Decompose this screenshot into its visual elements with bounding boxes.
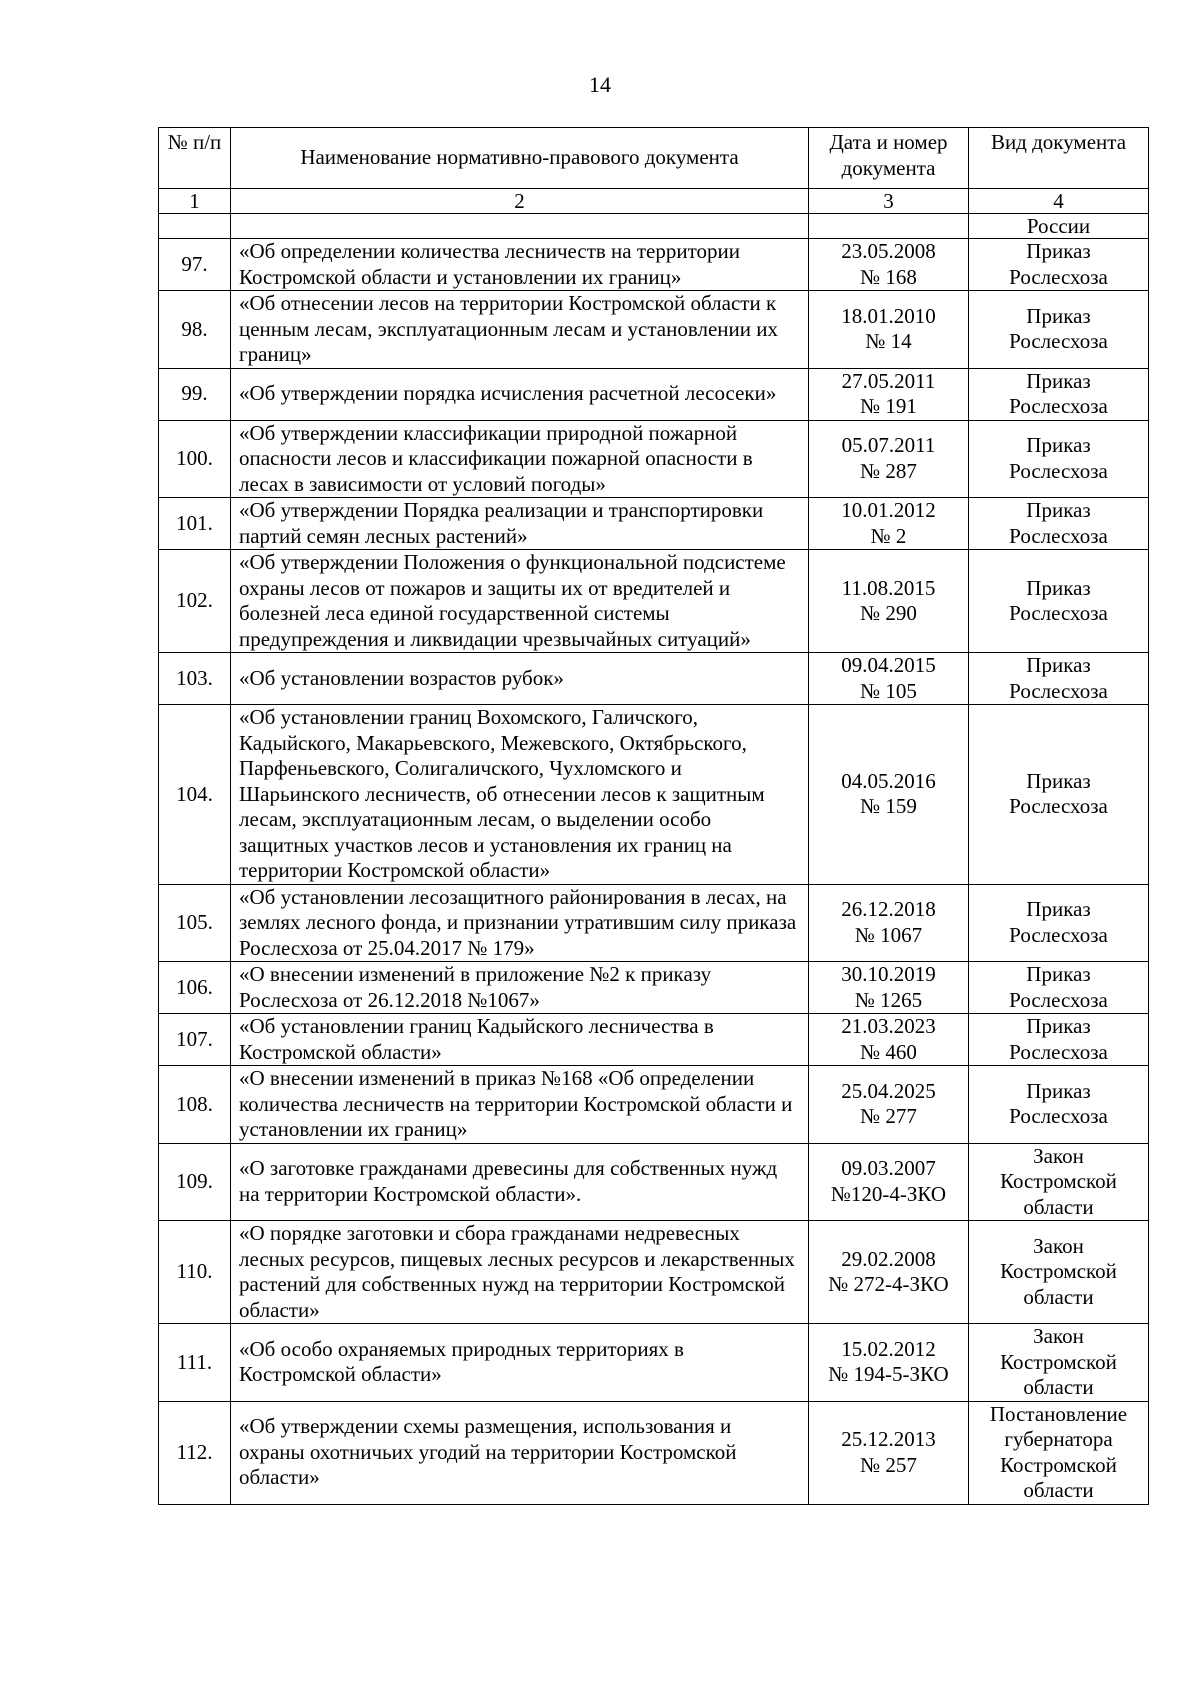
- document-name: «Об установлении границ Кадыйского лесничества в Костромской области»: [231, 1014, 809, 1066]
- document-date: 18.01.2010: [841, 303, 936, 328]
- page-number: 14: [589, 72, 611, 97]
- document-date-number: [809, 1221, 969, 1324]
- document-kind: [969, 1014, 1149, 1066]
- document-kind-line: Рослесхоза: [1009, 1039, 1108, 1064]
- document-kind: [969, 550, 1149, 653]
- row-number: 107.: [159, 1014, 231, 1066]
- document-kind-line: Рослесхоза: [1009, 394, 1108, 418]
- document-name: «Об отнесении лесов на территории Костромской области к ценным лесам, эксплуатационным лесам и установлении их границ»: [231, 291, 809, 369]
- document-date: 09.04.2015: [841, 653, 936, 677]
- document-name: «Об установлении возрастов рубок»: [231, 653, 809, 705]
- document-date-number: [809, 962, 969, 1014]
- document-kind-line: Приказ: [1026, 962, 1091, 986]
- table-header-row: [159, 128, 1149, 189]
- document-name: «Об утверждении Положения о функциональной подсистеме охраны лесов от пожаров и защиты их от вредителей и болезней леса единой государственной системы предупреждения и ликвидации чрезвычайных ситуаций»: [231, 550, 809, 653]
- row-number: 112.: [159, 1401, 231, 1504]
- document-date: 09.03.2007: [841, 1156, 936, 1181]
- row-number: 106.: [159, 962, 231, 1014]
- document-kind-line: Рослесхоза: [1009, 329, 1108, 354]
- document-kind-line: Приказ: [1026, 653, 1091, 677]
- table-row: [159, 884, 1149, 962]
- table-row: [159, 1221, 1149, 1324]
- table-row: [159, 1014, 1149, 1066]
- table-row: [159, 653, 1149, 705]
- continuation-kind: России: [969, 214, 1149, 239]
- document-kind: [969, 420, 1149, 498]
- document-kind: [969, 1401, 1149, 1504]
- document-name: «Об определении количества лесничеств на территории Костромской области и установлении их границ»: [231, 239, 809, 291]
- document-date-number: [809, 884, 969, 962]
- row-number: 110.: [159, 1221, 231, 1324]
- document-kind-line: Рослесхоза: [1009, 987, 1108, 1012]
- table-row: [159, 498, 1149, 550]
- document-kind-line: Приказ: [1026, 239, 1091, 263]
- column-index: 3: [809, 189, 969, 214]
- document-name: «Об установлении лесозащитного районирования в лесах, на землях лесного фонда, и признании утратившим силу приказа Рослесхоза от 25.04.2017 № 179»: [231, 884, 809, 962]
- document-date-number: [809, 1143, 969, 1221]
- document-kind-line: области: [1023, 1478, 1094, 1502]
- table-row: [159, 1401, 1149, 1504]
- column-index: 2: [231, 189, 809, 214]
- document-kind-line: Рослесхоза: [1009, 601, 1108, 625]
- document-kind-line: области: [1023, 1284, 1094, 1309]
- document-kind-line: Приказ: [1026, 368, 1091, 393]
- document-kind-line: Рослесхоза: [1009, 794, 1108, 819]
- document-date-number: [809, 291, 969, 369]
- document-date-number: [809, 1066, 969, 1144]
- document-kind-line: Приказ: [1026, 433, 1091, 458]
- document-kind-line: Приказ: [1026, 897, 1091, 922]
- document-number: № 257: [860, 1452, 917, 1477]
- row-number: 111.: [159, 1324, 231, 1402]
- document-number: № 290: [860, 601, 917, 625]
- document-date-number: [809, 550, 969, 653]
- document-date: 23.05.2008: [841, 239, 936, 263]
- document-name: «О внесении изменений в приложение №2 к приказу Рослесхоза от 26.12.2018 №1067»: [231, 962, 809, 1014]
- document-number: № 191: [860, 394, 917, 418]
- document-date-number: [809, 1324, 969, 1402]
- table-row: [159, 239, 1149, 291]
- table-row: [159, 1066, 1149, 1144]
- continuation-row: [159, 214, 1149, 239]
- document-number: № 460: [860, 1039, 917, 1064]
- table-row: [159, 368, 1149, 420]
- document-kind-line: Рослесхоза: [1009, 1104, 1108, 1129]
- document-kind: [969, 1066, 1149, 1144]
- table-row: [159, 420, 1149, 498]
- document-name: «Об утверждении порядка исчисления расчетной лесосеки»: [231, 368, 809, 420]
- document-date-number: [809, 1401, 969, 1504]
- row-number: 104.: [159, 705, 231, 885]
- document-number: №120-4-ЗКО: [830, 1181, 947, 1206]
- document-number: № 105: [860, 678, 917, 703]
- document-kind-line: Костромской: [1000, 1349, 1117, 1374]
- row-number: 108.: [159, 1066, 231, 1144]
- row-number: 109.: [159, 1143, 231, 1221]
- document-kind: [969, 884, 1149, 962]
- row-number: 99.: [159, 368, 231, 420]
- document-kind-line: Приказ: [1026, 1078, 1091, 1103]
- document-number: № 168: [860, 264, 917, 289]
- document-number: № 272-4-ЗКО: [828, 1272, 949, 1296]
- column-index: 4: [969, 189, 1149, 214]
- document-number: № 287: [860, 458, 917, 483]
- document-kind-line: Рослесхоза: [1009, 458, 1108, 483]
- document-kind-line: Рослесхоза: [1009, 264, 1108, 289]
- document-kind: [969, 705, 1149, 885]
- document-kind: [969, 1143, 1149, 1221]
- document-name: «О внесении изменений в приказ №168 «Об определении количества лесничеств на территории Костромской области и установлении их границ»: [231, 1066, 809, 1144]
- continuation-cell: [809, 214, 969, 239]
- legal-documents-table: [158, 127, 1149, 1505]
- document-kind: [969, 1324, 1149, 1402]
- document-name: «Об утверждении схемы размещения, использования и охраны охотничьих угодий на территории Костромской области»: [231, 1401, 809, 1504]
- document-kind-line: Закон: [1033, 1143, 1084, 1168]
- document-number: № 1067: [854, 922, 923, 947]
- document-date: 15.02.2012: [841, 1336, 936, 1361]
- document-number: № 14: [865, 329, 912, 354]
- document-kind-line: Приказ: [1026, 1014, 1091, 1038]
- document-kind: [969, 239, 1149, 291]
- row-number: 97.: [159, 239, 231, 291]
- document-date: 26.12.2018: [841, 897, 936, 922]
- document-date-number: [809, 420, 969, 498]
- document-date-number: [809, 1014, 969, 1066]
- document-kind: [969, 498, 1149, 550]
- document-name: «О порядке заготовки и сбора гражданами недревесных лесных ресурсов, пищевых лесных ресурсов и лекарственных растений для собственных нужд на территории Костромской области»: [231, 1221, 809, 1324]
- document-date: 30.10.2019: [841, 962, 936, 986]
- document-kind-line: Приказ: [1026, 498, 1091, 522]
- table-row: [159, 1143, 1149, 1221]
- row-number: 105.: [159, 884, 231, 962]
- document-date: 10.01.2012: [841, 498, 936, 522]
- header-document-name: Наименование нормативно-правового документа: [231, 128, 809, 189]
- document-name: «Об установлении границ Вохомского, Галичского, Кадыйского, Макарьевского, Межевского, Октябрьского, Парфеньевского, Солигаличского, Чухломского и Шарьинского лесничеств, об отнесении лесов к защитным лесам, эксплуатационным лесам, о выделении особо защитных участков лесов и установления их границ на территории Костромской области»: [231, 705, 809, 885]
- document-kind-line: Рослесхоза: [1009, 922, 1108, 947]
- document-date: 29.02.2008: [841, 1246, 936, 1271]
- document-kind-line: Закон: [1033, 1233, 1084, 1258]
- document-kind-line: Приказ: [1026, 768, 1091, 793]
- document-number: № 277: [860, 1104, 917, 1129]
- document-kind: [969, 368, 1149, 420]
- table-row: [159, 962, 1149, 1014]
- document-number: № 159: [860, 794, 917, 819]
- document-date-number: [809, 368, 969, 420]
- document-number: № 1265: [854, 987, 923, 1012]
- document-date: 25.12.2013: [841, 1427, 936, 1451]
- table-row: [159, 705, 1149, 885]
- document-date: 04.05.2016: [841, 768, 936, 793]
- document-kind-line: области: [1023, 1375, 1094, 1399]
- document-kind-line: Приказ: [1026, 575, 1091, 600]
- continuation-cell: [231, 214, 809, 239]
- header-date-number: Дата и номер документа: [809, 128, 969, 189]
- document-kind-line: области: [1023, 1194, 1094, 1219]
- document-kind-line: Закон: [1033, 1324, 1084, 1348]
- column-index: 1: [159, 189, 231, 214]
- table-row: [159, 1324, 1149, 1402]
- document-date-number: [809, 705, 969, 885]
- row-number: 103.: [159, 653, 231, 705]
- row-number: 102.: [159, 550, 231, 653]
- document-kind-line: губернатора: [1004, 1427, 1113, 1451]
- document-name: «О заготовке гражданами древесины для собственных нужд на территории Костромской области».: [231, 1143, 809, 1221]
- document-kind: [969, 291, 1149, 369]
- document-kind-line: Приказ: [1026, 303, 1091, 328]
- document-kind-line: Рослесхоза: [1009, 523, 1108, 548]
- header-number: № п/п: [159, 128, 231, 189]
- document-number: № 194-5-ЗКО: [828, 1362, 949, 1387]
- document-date: 05.07.2011: [841, 433, 936, 458]
- header-document-kind: Вид документа: [969, 128, 1149, 189]
- document-kind-line: Костромской: [1000, 1259, 1117, 1284]
- document-date: 27.05.2011: [841, 368, 936, 393]
- table-row: [159, 550, 1149, 653]
- document-date: 11.08.2015: [841, 575, 936, 600]
- document-kind: [969, 1221, 1149, 1324]
- document-kind-line: Костромской: [1000, 1169, 1117, 1193]
- document-date-number: [809, 653, 969, 705]
- document-kind: [969, 653, 1149, 705]
- document-date: 25.04.2025: [841, 1078, 936, 1103]
- document-kind-line: Костромской: [1000, 1452, 1117, 1477]
- document-name: «Об особо охраняемых природных территориях в Костромской области»: [231, 1324, 809, 1402]
- row-number: 101.: [159, 498, 231, 550]
- row-number: 98.: [159, 291, 231, 369]
- document-kind-line: Рослесхоза: [1009, 678, 1108, 703]
- column-index-row: [159, 189, 1149, 214]
- document-date-number: [809, 239, 969, 291]
- document-date: 21.03.2023: [841, 1014, 936, 1038]
- continuation-cell: [159, 214, 231, 239]
- document-kind: [969, 962, 1149, 1014]
- document-date-number: [809, 498, 969, 550]
- document-number: № 2: [870, 523, 907, 548]
- document-name: «Об утверждении Порядка реализации и транспортировки партий семян лесных растений»: [231, 498, 809, 550]
- document-kind-line: Постановление: [989, 1401, 1128, 1426]
- row-number: 100.: [159, 420, 231, 498]
- document-name: «Об утверждении классификации природной пожарной опасности лесов и классификации пожарной опасности в лесах в зависимости от условий погоды»: [231, 420, 809, 498]
- table-row: [159, 291, 1149, 369]
